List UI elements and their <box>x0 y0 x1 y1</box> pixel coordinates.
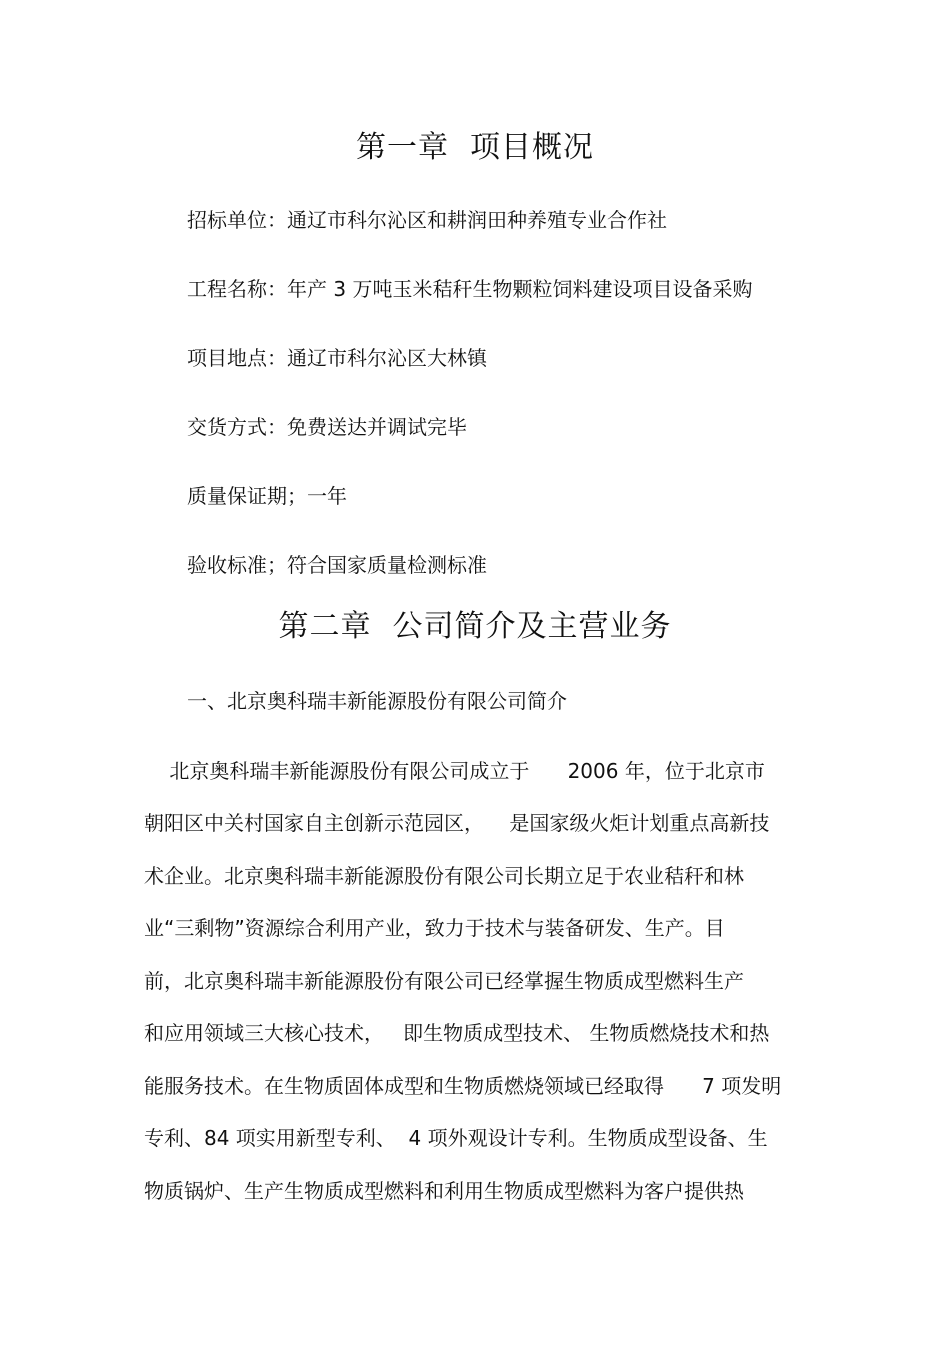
paragraph-line: 物质锅炉、生产生物质成型燃料和利用生物质成型燃料为客户提供热 <box>144 1179 744 1203</box>
paragraph-line: 术企业。北京奥科瑞丰新能源股份有限公司长期立足于农业秸秆和林 <box>144 864 744 888</box>
project-location-line: 项目地点：通辽市科尔沁区大林镇 <box>187 346 487 370</box>
paragraph-line: 能服务技术。在生物质固体成型和生物质燃烧领域已经取得 7 项发明 <box>144 1074 782 1098</box>
paragraph-line: 北京奥科瑞丰新能源股份有限公司成立于 2006 年，位于北京市 <box>144 759 765 783</box>
paragraph-line: 前，北京奥科瑞丰新能源股份有限公司已经掌握生物质成型燃料生产 <box>144 969 744 993</box>
company-intro-heading: 一、北京奥科瑞丰新能源股份有限公司简介 <box>187 689 567 713</box>
project-name-line: 工程名称：年产 3 万吨玉米秸秆生物颗粒饲料建设项目设备采购 <box>187 277 753 301</box>
tender-unit-line: 招标单位：通辽市科尔沁区和耕润田种养殖专业合作社 <box>187 208 667 232</box>
paragraph-line: 和应用领域三大核心技术， 即生物质成型技术、 生物质燃烧技术和热 <box>144 1021 770 1045</box>
acceptance-standard-line: 验收标准；符合国家质量检测标准 <box>187 553 487 577</box>
warranty-period-line: 质量保证期；一年 <box>187 484 347 508</box>
chapter-2-title: 第二章 公司简介及主营业务 <box>278 609 672 644</box>
paragraph-line: 业“三剩物”资源综合利用产业，致力于技术与装备研发、生产。目 <box>144 916 725 940</box>
chapter-1-title: 第一章 项目概况 <box>355 130 595 165</box>
paragraph-line: 专利、84 项实用新型专利、 4 项外观设计专利。生物质成型设备、生 <box>144 1126 768 1150</box>
delivery-method-line: 交货方式：免费送达并调试完毕 <box>187 415 467 439</box>
paragraph-line: 朝阳区中关村国家自主创新示范园区， 是国家级火炬计划重点高新技 <box>144 811 770 835</box>
